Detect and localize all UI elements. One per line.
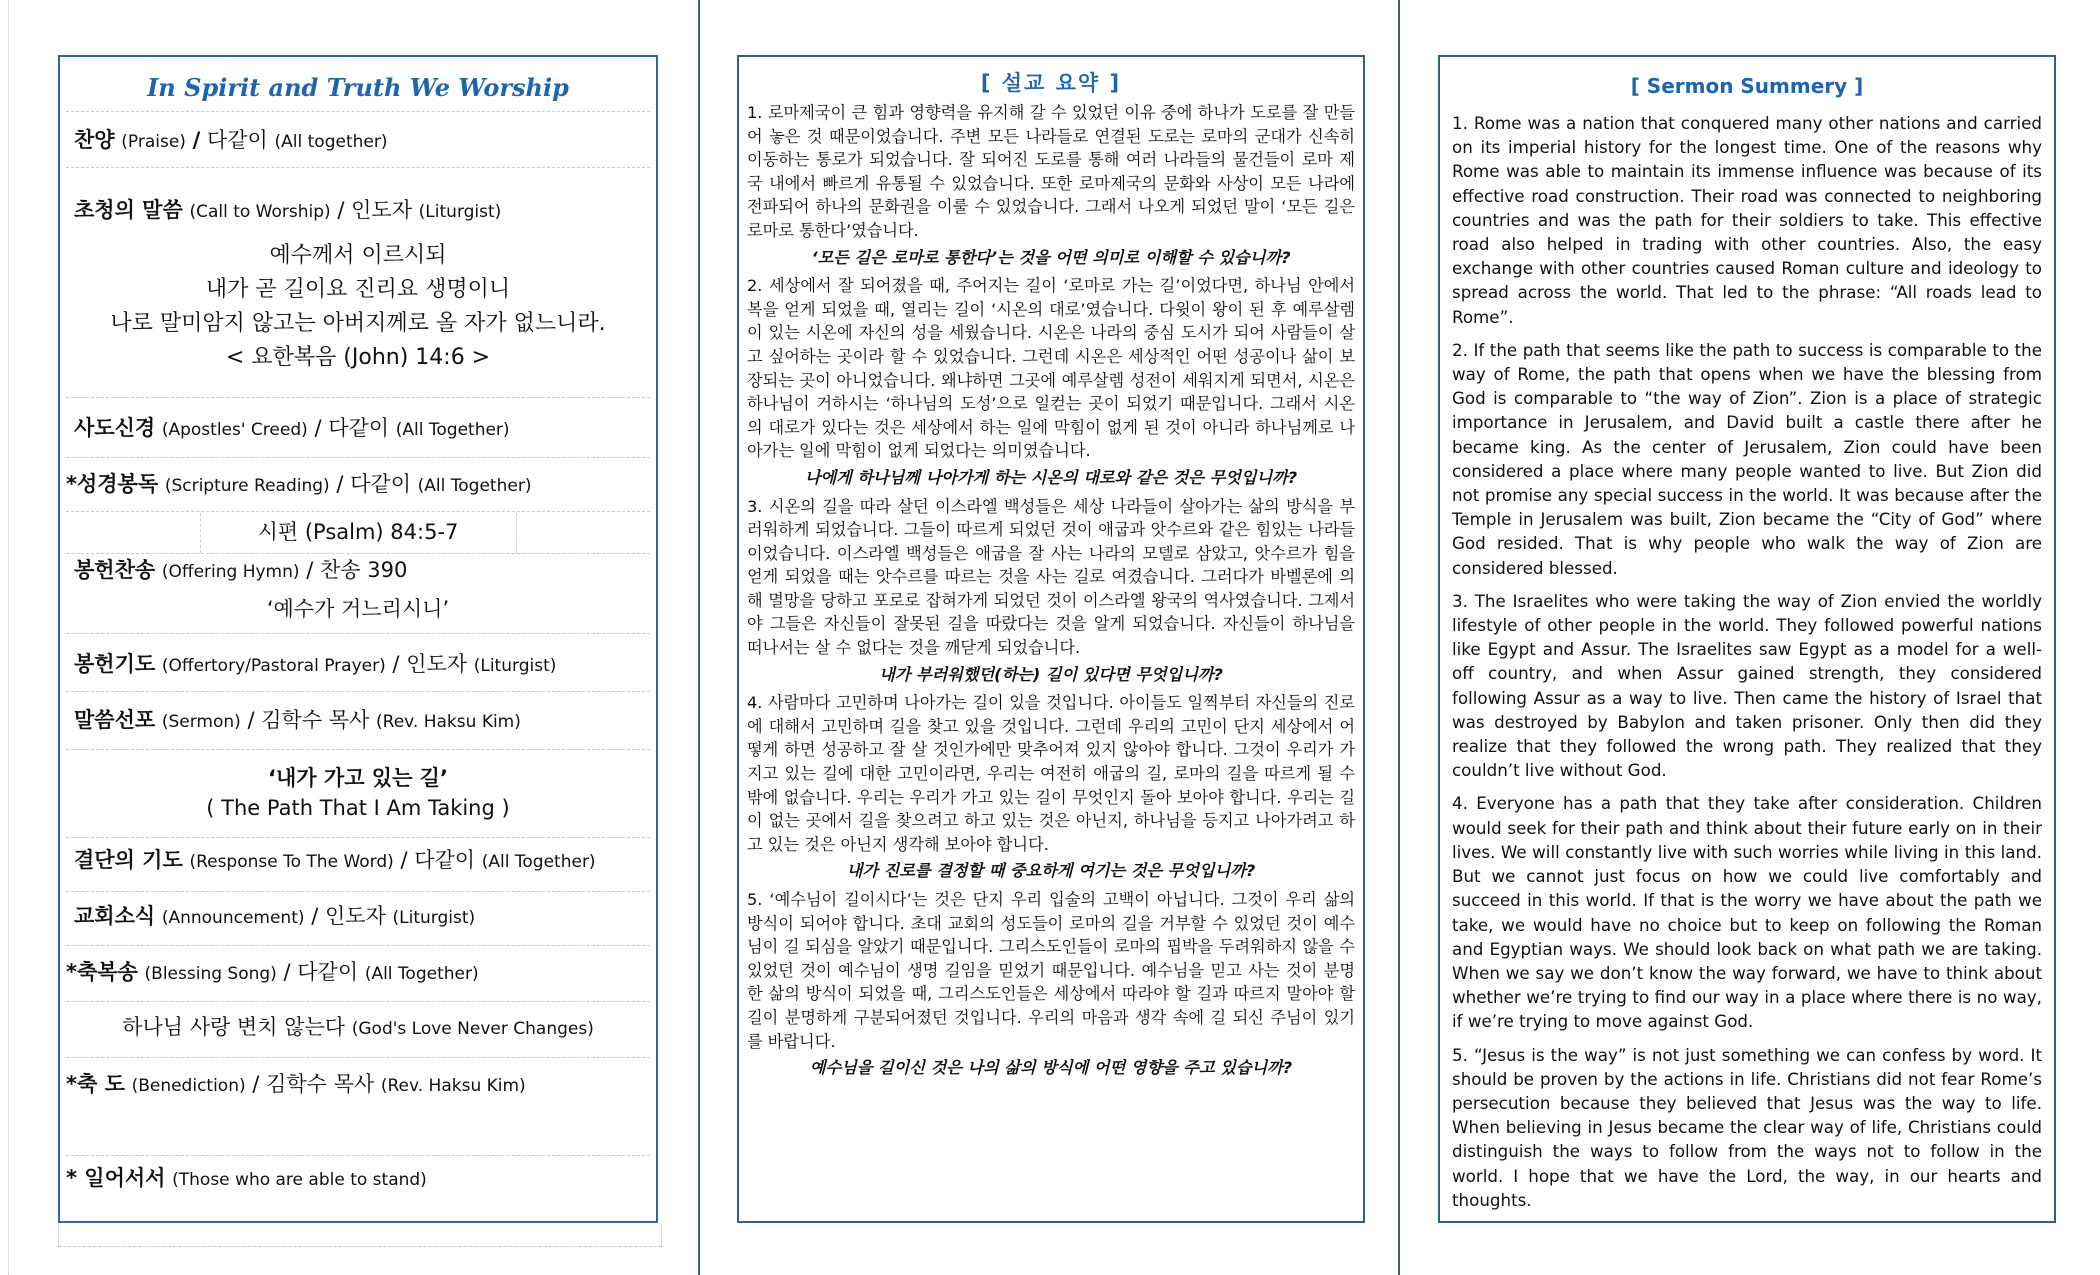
creed-leader: 다같이 <box>328 416 390 440</box>
scripture-label: *성경봉독 <box>66 472 159 496</box>
benediction-pastor: 김학수 목사 <box>266 1072 375 1096</box>
divider <box>66 511 650 512</box>
announcement-label: 교회소식 <box>74 904 156 928</box>
sermon-title-en: ( The Path That I Am Taking ) <box>206 796 510 820</box>
blessing-label-en: (Blessing Song) <box>144 964 277 984</box>
divider <box>66 397 650 398</box>
fold-line-2 <box>1398 0 1400 1275</box>
creed-leader-en: (All Together) <box>395 420 510 440</box>
fold-guide-left <box>8 0 9 1275</box>
english-paragraph-1: 1. Rome was a nation that conquered many other nations and carried on its imperial history for the longest time. One of the reasons why Rome was able to maintain its immense influence was because of its effective road construction. Their road was connected to neighboring countries and was the path for their soldiers to take. This effective road also helped in trading with other countries. Also, the easy exchange with other countries caused Roman culture and ideology to spread across the world. That led to the phrase: “All roads lead to Rome”. <box>1452 113 2042 327</box>
creed-label: 사도신경 <box>74 416 156 440</box>
blessing-leader: 다같이 <box>297 960 359 984</box>
korean-summary-title: [ 설교 요약 ] <box>980 71 1122 95</box>
worship-title: In Spirit and Truth We Worship <box>147 73 569 102</box>
offertory-prayer-row <box>74 649 648 681</box>
english-summary-body <box>1452 111 2042 1221</box>
divider <box>66 553 650 554</box>
creed-label-en: (Apostles' Creed) <box>161 420 308 440</box>
scripture-leader-en: (All Together) <box>417 476 532 496</box>
stand-note-ko: * 일어서서 <box>66 1166 166 1190</box>
stand-note-en: (Those who are able to stand) <box>172 1170 427 1190</box>
divider <box>66 891 650 892</box>
korean-paragraph-2: 2. 세상에서 잘 되어졌을 때, 주어지는 길이 ‘로마로 가는 길’이었다면, 하나님 안에서 복을 얻게 되었을 때, 열리는 길이 ‘시온의 대로’였습니다. 다윗이 왕이 된 후 예루살렘이 있는 시온에 자신의 성을 세웠습니다. 시온은 나라의 중심 도시가 되어 사람들이 살고 싶어하는 곳이라 할 수 있었습니다. 그런데 시온은 세상적인 어떤 성공이나 삶이 보장되는 곳이 아니었습니다. 왜냐하면 그곳에 예루살렘 성전이 세워지게 되면서, 시온은 하나님이 거하시는 ‘하나님의 도성’으로 일컫는 곳이 되었기 때문입니다. 그래서 시온의 대로가 있다는 것은 세상에서 하는 일에 막힘이 없게 된 것이 아니라 하나님께로 나아가는 일에 막힘이 없게 되었다는 의미였습니다. <box>747 276 1355 461</box>
blessing-song-ko: 하나님 사랑 변치 않는다 <box>122 1015 346 1039</box>
separator: / <box>306 558 314 582</box>
blessing-leader-en: (All Together) <box>364 964 479 984</box>
divider <box>66 749 650 750</box>
announcement-label-en: (Announcement) <box>161 908 305 928</box>
separator: / <box>283 960 291 984</box>
call-leader: 인도자 <box>351 198 412 222</box>
english-summary-title: [ Sermon Summery ] <box>1630 74 1864 98</box>
verse-line-2: 내가 곧 길이요 진리요 생명이니 <box>205 277 511 302</box>
english-paragraph-5: 5. “Jesus is the way” is not just something we can confess by word. It should be proven by the actions in life. Christians did not fear Rome’s persecution because they believed that Jesus was the way to life. When believing in Jesus became the clear way of life, Christians could distinguish the ways to follow from the ways not to follow in the world. I hope that we have the Lord, the way, in our hearts and thoughts. <box>1452 1044 2042 1210</box>
fold-line-1 <box>698 0 700 1275</box>
verse-line-1: 예수께서 이르시되 <box>269 243 447 268</box>
hymn-label-en: (Offering Hymn) <box>161 562 300 582</box>
korean-question-3: 내가 부러워했던(하는) 길이 있다면 무엇입니까? <box>879 664 1223 684</box>
english-summary-panel <box>1438 55 2056 1223</box>
divider <box>66 457 650 458</box>
response-label: 결단의 기도 <box>74 848 183 872</box>
benediction-row <box>66 1069 648 1101</box>
prayer-label: 봉헌기도 <box>74 652 156 676</box>
praise-row <box>74 125 648 157</box>
divider <box>66 633 650 634</box>
call-leader-en: (Liturgist) <box>418 202 502 222</box>
korean-paragraph-4: 4. 사람마다 고민하며 나아가는 길이 있을 것입니다. 아이들도 일찍부터 자신들의 진로에 대해서 고민하며 길을 찾고 있을 것입니다. 그런데 우리의 고민이 단지 세상에서 어떻게 하면 성공하고 잘 살 것인가에만 맞추어져 있지 않아야 합니다. 그것이 우리가 가지고 있는 길에 대한 고민이라면, 우리는 여전히 애굽의 길, 로마의 길을 따르게 될 수밖에 없습니다. 우리는 우리가 가고 있는 길이 무엇인지 돌아 보아야 합니다. 우리는 길이 없는 곳에서 길을 찾으려고 하고 있는 것은 아닌지, 하나님을 등지고 나아가려고 하고 있는 것은 아닌지 생각해 보아야 합니다. <box>747 693 1355 854</box>
divider <box>66 1155 650 1156</box>
blessing-label: *축복송 <box>66 960 138 984</box>
response-leader-en: (All Together) <box>481 852 596 872</box>
hymn-title: ‘예수가 거느리시니’ <box>266 597 450 621</box>
korean-question-2: 나에게 하나님께 나아가게 하는 시온의 대로와 같은 것은 무엇입니까? <box>804 467 1298 487</box>
separator: / <box>336 472 344 496</box>
verse-line-3: 나로 말미암지 않고는 아버지께로 올 자가 없느니라. <box>110 311 606 336</box>
benediction-label: *축 도 <box>66 1072 125 1096</box>
hymn-number: 찬송 390 <box>319 558 408 582</box>
korean-question-5: 예수님을 길이신 것은 나의 삶의 방식에 어떤 영향을 주고 있습니까? <box>809 1058 1293 1078</box>
sermon-row <box>74 705 648 737</box>
korean-paragraph-3: 3. 시온의 길을 따라 살던 이스라엘 백성들은 세상 나라들이 살아가는 삶의 방식을 부러워하게 되었습니다. 그들이 따르게 되었던 것이 애굽과 앗수르와 같은 힘있는 나라들이었습니다. 이스라엘 백성들은 애굽을 잘 사는 나라의 모델로 삼았고, 앗수르가 힘을 얻게 되었을 때는 앗수르를 따르는 것을 사는 길로 여겼습니다. 그러다가 바벨론에 의해 멸망을 당하고 포로로 잡혀가게 되었던 것이 이스라엘 왕국의 역사였습니다. 그제서야 그들은 자신들이 잘못된 길을 따랐다는 것을 알게 되었습니다. 자신들이 하나님을 떠나서는 살 수 없다는 것을 깨닫게 되었습니다. <box>747 496 1355 658</box>
sermon-preacher-en: (Rev. Haksu Kim) <box>376 712 521 732</box>
prayer-leader-en: (Liturgist) <box>473 656 557 676</box>
panel-guide <box>58 1225 662 1247</box>
divider <box>66 167 650 168</box>
korean-paragraph-1: 1. 로마제국이 큰 힘과 영향력을 유지해 갈 수 있었던 이유 중에 하나가 도로를 잘 만들어 놓은 것 때문이었습니다. 주변 모든 나라들로 연결된 도로는 로마의 군대가 신속히 이동하는 통로가 되었습니다. 잘 되어진 도로를 통해 여러 나라들의 물건들이 로마 제국 내에서 빠르게 유통될 수 있었습니다. 또한 로마제국의 문화와 사상이 모든 나라에 전파되어 하나의 문화권을 이룰 수 있었습니다. 그래서 나오게 되었던 말이 ‘모든 길은 로마로 통한다’였습니다. <box>747 103 1355 240</box>
scripture-label-en: (Scripture Reading) <box>164 476 330 496</box>
korean-question-1: ‘모든 길은 로마로 통한다’는 것을 어떤 의미로 이해할 수 있습니까? <box>811 247 1291 267</box>
korean-paragraph-5: 5. ‘예수님이 길이시다’는 것은 단지 우리 입술의 고백이 아닙니다. 그것이 우리 삶의 방식이 되어야 합니다. 초대 교회의 성도들이 로마의 길을 거부할 수 있었던 것이 예수님이 길 되심을 알았기 때문입니다. 그리스도인들이 로마의 핍박을 두려워하지 않을 수 있었던 것이 예수님이 생명 길임을 믿었기 때문입니다. 예수님을 믿고 사는 것이 분명한 삶의 방식이 되었을 때, 그리스도인들은 세상에서 따라야 할 길과 따르지 말아야 할 길이 분명하게 구분되어졌던 것입니다. 우리의 마음과 생각 속에 길 되신 주님이 있기를 바랍니다. <box>747 890 1355 1051</box>
announcement-leader-en: (Liturgist) <box>392 908 476 928</box>
korean-question-4: 내가 진로를 결정할 때 중요하게 여기는 것은 무엇입니까? <box>846 861 1256 881</box>
response-leader: 다같이 <box>414 848 476 872</box>
order-of-worship-panel <box>58 55 658 1223</box>
blessing-song-title <box>60 1012 656 1044</box>
response-label-en: (Response To The Word) <box>189 852 394 872</box>
divider <box>66 945 650 946</box>
english-paragraph-4: 4. Everyone has a path that they take after consideration. Children would seek for their path and think about their future early on in their lives. We will constantly live with such worries while living in this land. But we cannot just focus on how we could live comfortably and succeed in this world. If that is the worry we have about the path we take, we would have no choice but to keep on following the Roman and Egyptian ways. We should look back on what path we are taking. When we say we don’t know the way forward, we have to think about whether we’re trying to find our way in a place where there is no way, if we’re trying to move against God. <box>1452 793 2042 1032</box>
praise-leader-en: (All together) <box>274 132 388 152</box>
scripture-leader: 다같이 <box>350 472 411 496</box>
stand-note <box>66 1163 648 1195</box>
prayer-leader: 인도자 <box>406 652 468 676</box>
divider <box>66 1057 650 1058</box>
hymn-label: 봉헌찬송 <box>74 558 156 582</box>
separator: / <box>311 904 319 928</box>
announcement-row <box>74 901 648 933</box>
call-label: 초청의 말씀 <box>74 198 183 222</box>
announcement-leader: 인도자 <box>324 904 386 928</box>
sermon-label: 말씀선포 <box>74 708 156 732</box>
scripture-row <box>66 469 648 501</box>
praise-label-en: (Praise) <box>121 132 186 152</box>
call-to-worship-row <box>74 195 648 227</box>
separator: / <box>314 416 322 440</box>
blessing-song-row <box>66 957 648 989</box>
korean-summary-body <box>747 101 1355 1085</box>
sermon-title: ‘내가 가고 있는 길’ <box>268 766 448 790</box>
offering-hymn-row <box>74 555 648 587</box>
prayer-label-en: (Offertory/Pastoral Prayer) <box>161 656 386 676</box>
separator: / <box>400 848 408 872</box>
separator: / <box>252 1072 260 1096</box>
divider <box>66 1001 650 1002</box>
divider <box>66 837 650 838</box>
english-paragraph-2: 2. If the path that seems like the path to success is comparable to the way of Rome, the path that opens when we have the blessing from God is comparable to “the way of Zion”. Zion is a place of strategic importance in Jerusalem, and David built a castle there after he became king. As the center of Jerusalem, Zion could have been considered a place where many people wanted to live. But Zion did not promise any special success in the world. It was because after the Temple in Jerusalem was built, Zion became the “City of God” where God resided. That is why people who walk the way of Zion are considered blessed. <box>1452 339 2042 578</box>
blessing-song-en: (God's Love Never Changes) <box>351 1019 594 1039</box>
separator: / <box>337 198 345 222</box>
benediction-label-en: (Benediction) <box>131 1076 246 1096</box>
benediction-pastor-en: (Rev. Haksu Kim) <box>380 1076 526 1096</box>
korean-summary-panel <box>737 55 1365 1223</box>
separator: / <box>392 652 400 676</box>
call-label-en: (Call to Worship) <box>189 202 331 222</box>
psalm-reference: 시편 (Psalm) 84:5-7 <box>257 520 459 544</box>
verse-reference: < 요한복음 (John) 14:6 > <box>225 345 491 370</box>
sermon-preacher: 김학수 목사 <box>261 708 370 732</box>
praise-leader: 다같이 <box>206 128 268 152</box>
sermon-label-en: (Sermon) <box>161 712 241 732</box>
divider <box>66 111 650 112</box>
english-paragraph-3: 3. The Israelites who were taking the way of Zion envied the worldly lifestyle of other people in the world. They followed powerful nations like Egypt and Assur. The Israelites saw Egypt as a model for a well-off country, and when Assur gained strength, they considered following Assur as a way to live. Then came the history of Israel that was destroyed by Babylon and taken prisoner. Only then did they realize that they followed the wrong path. They realized that they couldn’t live without God. <box>1452 590 2042 781</box>
response-row <box>74 845 648 877</box>
divider <box>66 691 650 692</box>
separator: / <box>192 128 201 152</box>
praise-label: 찬양 <box>74 128 115 152</box>
creed-row <box>74 413 648 445</box>
separator: / <box>247 708 255 732</box>
